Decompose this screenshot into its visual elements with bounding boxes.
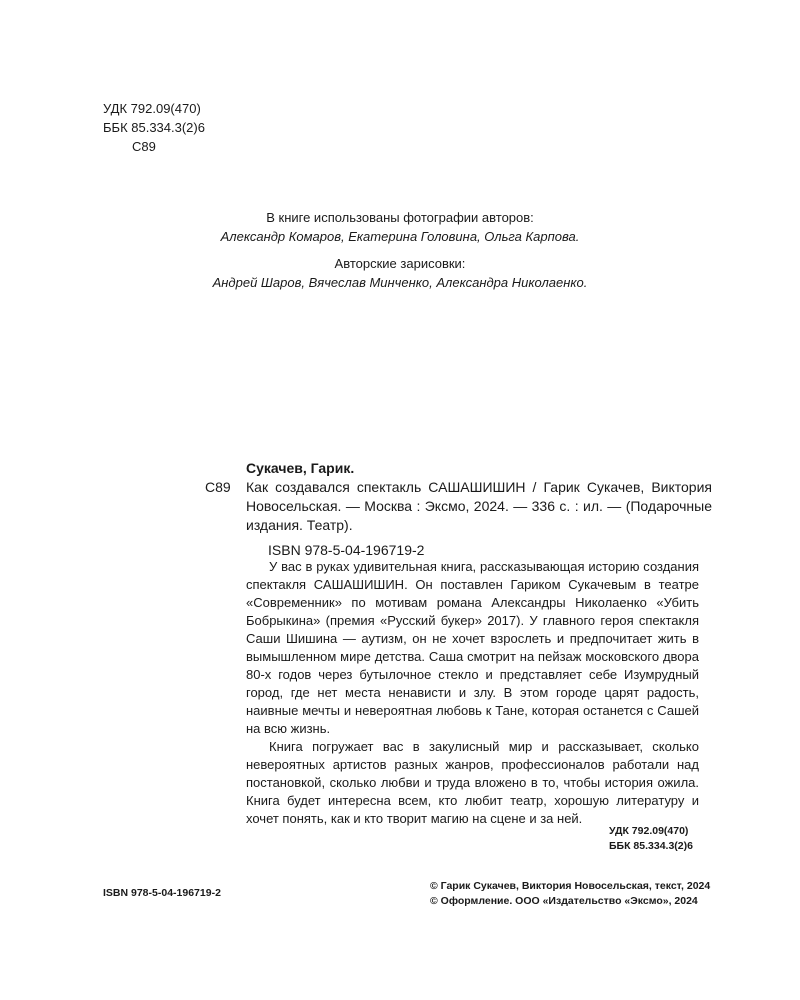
sketch-credits-names: Андрей Шаров, Вячеслав Минченко, Александра Николаенко. — [212, 275, 588, 290]
copyright-block — [430, 879, 710, 909]
footer-isbn: ISBN 978-5-04-196719-2 — [103, 887, 221, 899]
classification-block — [103, 99, 205, 156]
sketch-credits-intro: Авторские зарисовки: — [334, 256, 466, 271]
copyright-design: © Оформление. ООО «Издательство «Эксмо», 2024 — [430, 895, 698, 907]
footer-classification — [609, 824, 693, 854]
bib-isbn: ISBN 978-5-04-196719-2 — [268, 542, 425, 558]
annotation — [246, 558, 699, 828]
footer-bbk: ББК 85.334.3(2)6 — [609, 840, 693, 852]
bib-author: Сукачев, Гарик. — [246, 460, 355, 476]
bbk-code: ББК 85.334.3(2)6 — [103, 120, 205, 135]
annotation-paragraph-2: Книга погружает вас в закулисный мир и рассказывает, сколько невероятных артистов разных жанров, профессионалов работали над постановкой, сколько любви и труда вложено в то, чтобы история ожила. Книга будет интересна всем, кто любит театр, хорошую литературу и хочет понять, как и кто творит магию на сцене и за ней. — [246, 739, 699, 826]
copyright-text: © Гарик Сукачев, Виктория Новосельская, текст, 2024 — [430, 880, 711, 892]
bib-description: Как создавался спектакль САШАШИШИН / Гарик Сукачев, Виктория Новосельская. — Москва : Эксмо, 2024. — 336 с. : ил. — (Подарочные издания. Театр). — [246, 479, 712, 533]
photo-credits — [0, 208, 800, 246]
footer-udk: УДК 792.09(470) — [609, 825, 689, 837]
photo-credits-names: Александр Комаров, Екатерина Головина, Ольга Карпова. — [220, 229, 580, 244]
annotation-paragraph-1: У вас в руках удивительная книга, рассказывающая историю создания спектакля САШАШИШИН. Он поставлен Гариком Сукачевым в театре «Современник» по мотивам романа Александры Николаенко «Убить Бобрыкина» (премия «Русский букер» 2017). У главного героя спектакля Саши Шишина — аутизм, он не хочет взрослеть и предпочитает жить в вымышленном мире детства. Саша смотрит на пейзаж московского двора 80-х годов через бутылочное стекло и представляет себе Изумрудный город, где нет места ненависти и злу. В этом городе царят радость, наивные мечты и невероятная любовь к Тане, которая останется с Сашей на всю жизнь. — [246, 559, 699, 736]
udk-code: УДК 792.09(470) — [103, 101, 201, 116]
author-mark: С89 — [132, 139, 156, 154]
bib-author-mark: С89 — [205, 479, 231, 495]
photo-credits-intro: В книге использованы фотографии авторов: — [266, 210, 534, 225]
sketch-credits — [0, 254, 800, 292]
